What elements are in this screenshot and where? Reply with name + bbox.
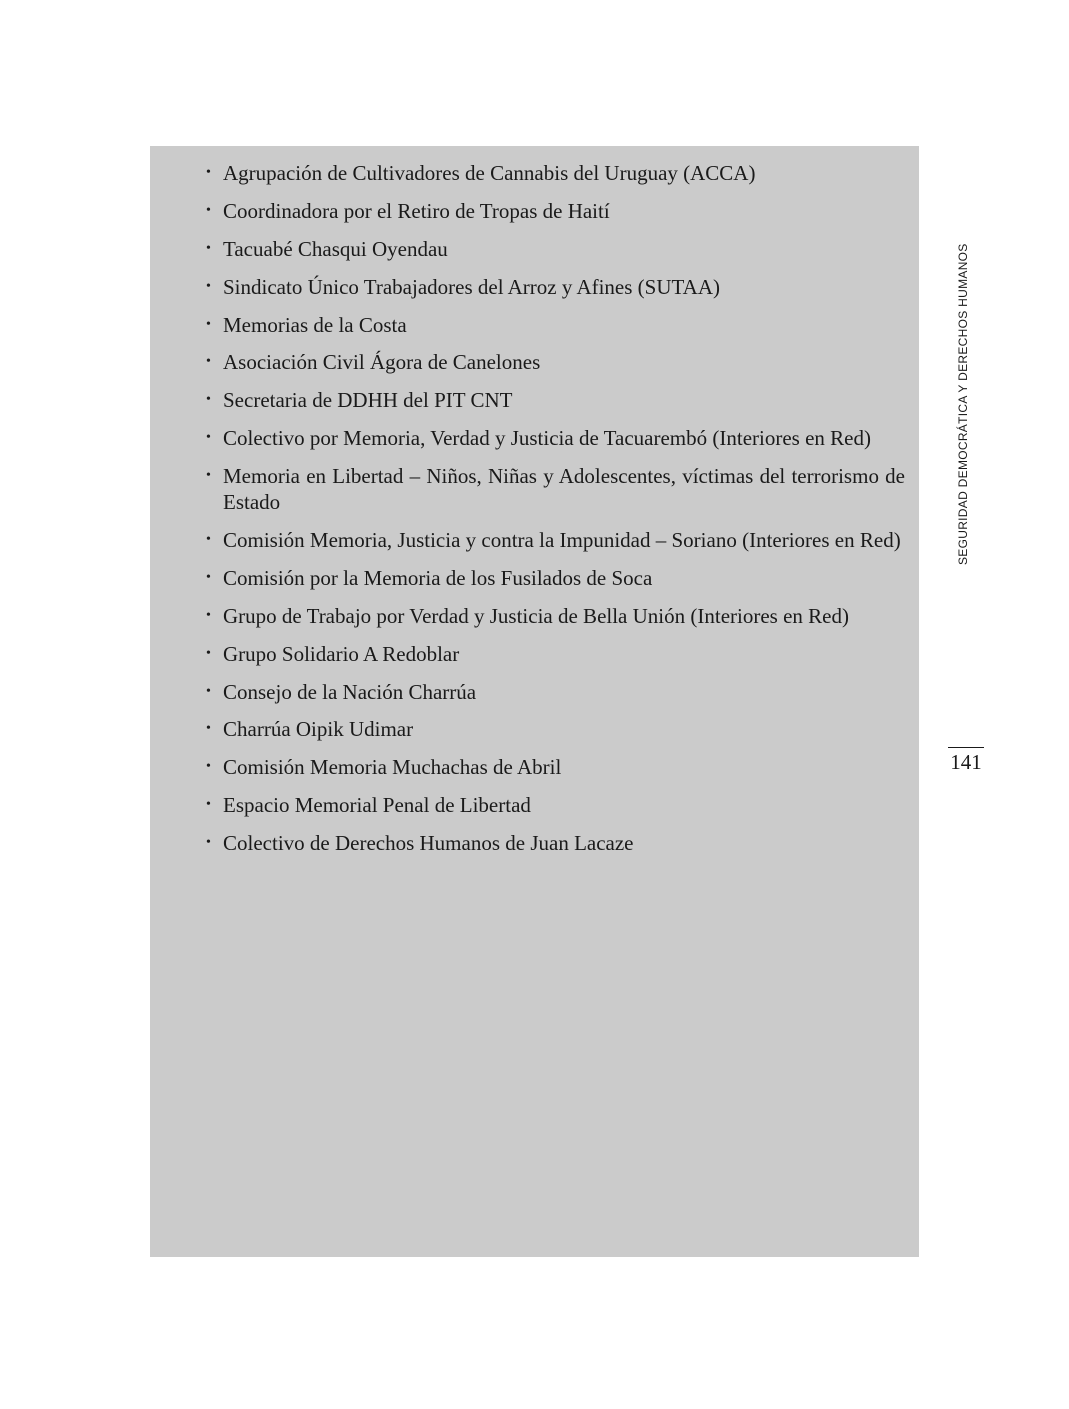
- bullet-icon: •: [206, 316, 211, 332]
- list-item: [205, 716, 905, 742]
- bullet-icon: •: [206, 721, 211, 737]
- organization-name: Comisión Memoria, Justicia y contra la Impunidad – Soriano (Interiores en Red): [223, 528, 901, 553]
- organization-name: Comisión Memoria Muchachas de Abril: [223, 755, 562, 780]
- bullet-icon: •: [206, 835, 211, 851]
- bullet-icon: •: [206, 468, 211, 484]
- list-item: [205, 830, 905, 856]
- page-number-rule: [948, 747, 984, 748]
- organization-name: Grupo Solidario A Redoblar: [223, 641, 460, 666]
- bullet-icon: •: [206, 683, 211, 699]
- list-item: [205, 236, 905, 262]
- list-item: [205, 565, 905, 591]
- list-item: [205, 425, 905, 451]
- list-item: [205, 274, 905, 300]
- bullet-icon: •: [206, 240, 211, 256]
- organization-name: Comisión por la Memoria de los Fusilados de Soca: [223, 565, 653, 590]
- list-item: [205, 349, 905, 375]
- bullet-icon: •: [206, 607, 211, 623]
- list-item: [205, 792, 905, 818]
- organization-name: Espacio Memorial Penal de Libertad: [223, 793, 531, 818]
- list-item: [205, 160, 905, 186]
- list-item: [205, 387, 905, 413]
- list-item: [205, 312, 905, 338]
- organization-name: Colectivo de Derechos Humanos de Juan Lacaze: [223, 831, 634, 856]
- running-header: SEGURIDAD DEMOCRÁTICA Y DERECHOS HUMANOS: [956, 243, 970, 565]
- bullet-icon: •: [206, 645, 211, 661]
- bullet-icon: •: [206, 354, 211, 370]
- organization-name: Charrúa Oipik Udimar: [223, 717, 414, 742]
- organization-name: Consejo de la Nación Charrúa: [223, 679, 477, 704]
- bullet-icon: •: [206, 569, 211, 585]
- organization-name: Sindicato Único Trabajadores del Arroz y Afines (SUTAA): [223, 274, 720, 299]
- highlight-box: [150, 146, 919, 1257]
- organization-name: Coordinadora por el Retiro de Tropas de Haití: [223, 198, 610, 223]
- organization-name: Memoria en Libertad – Niños, Niñas y Adolescentes, víctimas del terrorismo de Estado: [223, 464, 905, 515]
- list-item: [205, 679, 905, 705]
- bullet-icon: •: [206, 278, 211, 294]
- list-item: [205, 527, 905, 553]
- organization-name: Colectivo por Memoria, Verdad y Justicia de Tacuarembó (Interiores en Red): [223, 426, 871, 451]
- page-number: 141: [950, 750, 982, 774]
- bullet-icon: •: [206, 392, 211, 408]
- bullet-icon: •: [206, 532, 211, 548]
- bullet-icon: •: [206, 202, 211, 218]
- list-item: [205, 198, 905, 224]
- organization-list: [205, 160, 905, 868]
- organization-name: Grupo de Trabajo por Verdad y Justicia de Bella Unión (Interiores en Red): [223, 603, 849, 628]
- list-item: [205, 603, 905, 629]
- organization-name: Tacuabé Chasqui Oyendau: [223, 236, 448, 261]
- bullet-icon: •: [206, 797, 211, 813]
- bullet-icon: •: [206, 165, 211, 180]
- organization-name: Agrupación de Cultivadores de Cannabis del Uruguay (ACCA): [223, 161, 756, 185]
- list-item: [205, 463, 905, 515]
- organization-name: Asociación Civil Ágora de Canelones: [223, 350, 541, 375]
- organization-name: Secretaria de DDHH del PIT CNT: [223, 388, 513, 413]
- bullet-icon: •: [206, 430, 211, 446]
- list-item: [205, 641, 905, 667]
- bullet-icon: •: [206, 759, 211, 775]
- list-item: [205, 754, 905, 780]
- organization-name: Memorias de la Costa: [223, 312, 407, 337]
